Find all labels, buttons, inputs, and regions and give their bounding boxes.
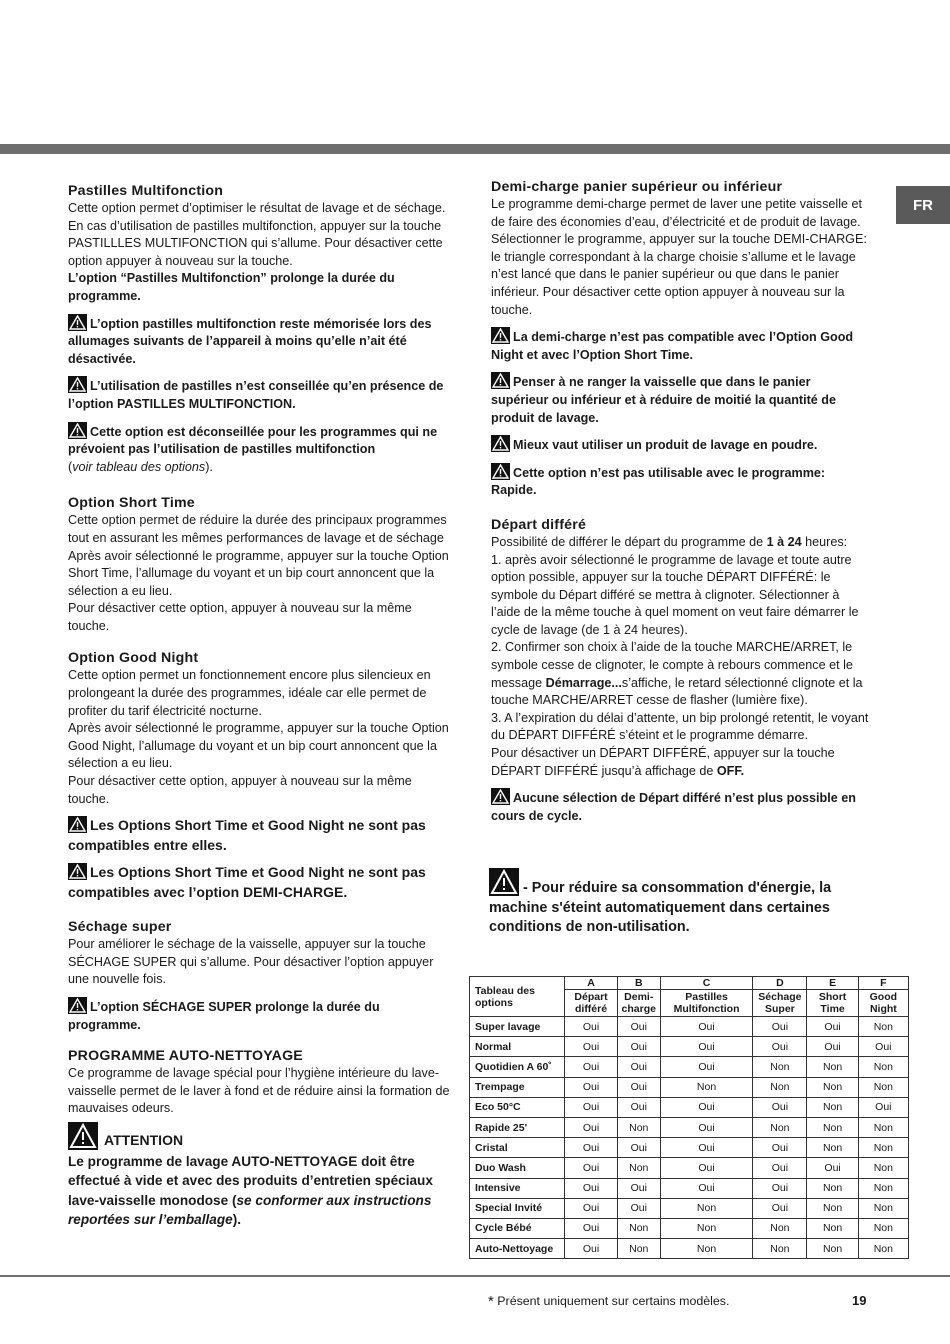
column-letter: D <box>753 977 807 990</box>
row-label: Cristal <box>470 1138 565 1158</box>
table-cell: Oui <box>753 1037 807 1057</box>
warning-note: L’option pastilles multifonction reste mémorisée lors des allumages suivants de l’appareil à moins qu’elle n’ait été désactivée. <box>68 314 452 369</box>
warning-note: La demi-charge n’est pas compatible avec l’Option Good Night et avec l’Option Short Time. <box>491 327 871 364</box>
row-label: Duo Wash <box>470 1158 565 1178</box>
table-cell: Oui <box>660 1117 752 1137</box>
table-cell: Non <box>617 1239 660 1259</box>
table-cell: Oui <box>753 1178 807 1198</box>
table-cell: Oui <box>807 1017 858 1037</box>
row-label: Eco 50°C <box>470 1097 565 1117</box>
table-row <box>470 1097 909 1117</box>
table-cell: Oui <box>617 1017 660 1037</box>
table-row <box>470 1178 909 1198</box>
row-label: Super lavage <box>470 1017 565 1037</box>
table-cell: Oui <box>565 1057 617 1077</box>
row-label: Special Invité <box>470 1198 565 1218</box>
table-cell: Non <box>858 1158 908 1178</box>
column-header: Séchage Super <box>753 990 807 1017</box>
row-label: Intensive <box>470 1178 565 1198</box>
column-header: Good Night <box>858 990 908 1017</box>
row-label: Rapide 25' <box>470 1117 565 1137</box>
warning-note: Mieux vaut utiliser un produit de lavage en poudre. <box>491 435 871 455</box>
column-header: Demi-charge <box>617 990 660 1017</box>
warning-icon <box>489 868 519 896</box>
section-title: Option Short Time <box>68 495 195 512</box>
right-column <box>491 178 871 838</box>
table-cell: Oui <box>617 1138 660 1158</box>
warning-note: Les Options Short Time et Good Night ne sont pas compatibles entre elles. <box>68 817 426 853</box>
warning-icon <box>68 816 87 833</box>
section-demi-charge <box>491 178 871 500</box>
table-row <box>470 1077 909 1097</box>
warning-note: Les Options Short Time et Good Night ne sont pas compatibles avec l’option DEMI-CHARGE. <box>68 864 426 900</box>
table-cell: Non <box>617 1117 660 1137</box>
table-cell: Non <box>617 1158 660 1178</box>
column-header: Départ différé <box>565 990 617 1017</box>
footnote: * Présent uniquement sur certains modèles. <box>488 1293 730 1310</box>
row-label: Trempage <box>470 1077 565 1097</box>
warning-icon <box>491 327 510 344</box>
column-letter: A <box>565 977 617 990</box>
warning-note: L’utilisation de pastilles n’est conseillée qu’en présence de l’option PASTILLES MULTIFONCTION. <box>68 376 452 413</box>
row-label: Cycle Bébé <box>470 1218 565 1238</box>
table-cell: Non <box>753 1239 807 1259</box>
table-cell: Non <box>807 1198 858 1218</box>
warning-note: L’option SÉCHAGE SUPER prolonge la durée du programme. <box>68 997 452 1034</box>
table-cell: Non <box>858 1138 908 1158</box>
row-label: Quotidien A 60˚ <box>470 1057 565 1077</box>
paragraph: Pour désactiver cette option, appuyer à nouveau sur la même touche. <box>68 601 412 633</box>
table-cell: Oui <box>660 1017 752 1037</box>
attention-text: Le programme de lavage AUTO-NETTOYAGE doit être effectué à vide et avec des produits d’entretien spéciaux lave-vaisselle monodose (se conformer aux instructions reportées sur l’emballage). <box>68 1153 433 1228</box>
table-cell: Oui <box>753 1158 807 1178</box>
paragraph: 2. Confirmer son choix à l’aide de la touche MARCHE/ARRET, le symbole cesse de clignoter, le compte à rebours commence et le message Démarrage...s’affiche, le retard sélectionné clignote et la touche MARCHE/ARRET cesse de flasher (lumière fixe). <box>491 640 863 708</box>
warning-note: Aucune sélection de Départ différé n’est plus possible en cours de cycle. <box>491 788 871 825</box>
table-cell: Oui <box>565 1218 617 1238</box>
warning-icon <box>491 463 510 480</box>
table-cell: Non <box>753 1218 807 1238</box>
attention-heading: ATTENTION <box>68 1122 452 1150</box>
section-good-night <box>68 649 452 902</box>
table-header-row <box>470 977 909 990</box>
table-cell: Non <box>753 1057 807 1077</box>
paragraph: Après avoir sélectionné le programme, appuyer sur la touche Option Good Night, l’allumage du voyant et un bip court annoncent que la sélection a eu lieu. <box>68 721 449 771</box>
table-cell: Non <box>858 1077 908 1097</box>
warning-icon <box>68 863 87 880</box>
table-cell: Non <box>660 1198 752 1218</box>
table-cell: Oui <box>565 1198 617 1218</box>
warning-note: Penser à ne ranger la vaisselle que dans le panier supérieur ou inférieur et à réduire de moitié la quantité de produit de lavage. <box>491 372 871 427</box>
table-cell: Oui <box>660 1138 752 1158</box>
table-row <box>470 1239 909 1259</box>
section-title: Départ différé <box>491 516 587 533</box>
paragraph: Après avoir sélectionné le programme, appuyer sur la touche Option Short Time, l’allumage du voyant et un bip court annoncent que la sélection a eu lieu. <box>68 548 449 598</box>
page-number: 19 <box>852 1293 867 1308</box>
section-title: PROGRAMME AUTO-NETTOYAGE <box>68 1048 303 1065</box>
section-sechage <box>68 918 452 1034</box>
table-cell: Non <box>807 1117 858 1137</box>
section-title: Séchage super <box>68 919 172 936</box>
paragraph: (voir tableau des options). <box>68 459 213 474</box>
table-cell: Oui <box>807 1037 858 1057</box>
table-row <box>470 1117 909 1137</box>
table-cell: Oui <box>753 1017 807 1037</box>
bottom-rule <box>0 1275 950 1277</box>
paragraph: Cette option permet un fonctionnement encore plus silencieux en prolongeant la durée des programmes, idéale car elle permet de profiter du tarif électricité nocturne. <box>68 668 431 718</box>
table-cell: Oui <box>565 1138 617 1158</box>
paragraph: 3. A l’expiration du délai d’attente, un bip prolongé retentit, le voyant du DÉPART DIFFÉRÉ s’éteint et le programme démarre. <box>491 710 869 743</box>
table-cell: Non <box>858 1057 908 1077</box>
table-cell: Non <box>858 1218 908 1238</box>
table-cell: Oui <box>565 1097 617 1117</box>
table-cell: Oui <box>753 1097 807 1117</box>
table-cell: Non <box>807 1138 858 1158</box>
row-label: Normal <box>470 1037 565 1057</box>
section-title: Option Good Night <box>68 650 199 667</box>
table-cell: Oui <box>617 1037 660 1057</box>
row-label: Auto-Nettoyage <box>470 1239 565 1259</box>
table-cell: Oui <box>565 1239 617 1259</box>
table-cell: Non <box>807 1077 858 1097</box>
table-row <box>470 1138 909 1158</box>
warning-icon <box>68 314 87 331</box>
table-cell: Non <box>807 1178 858 1198</box>
paragraph: Pour désactiver un DÉPART DIFFÉRÉ, appuyer sur la touche DÉPART DIFFÉRÉ jusqu’à affichage de OFF. <box>491 746 835 778</box>
table-cell: Non <box>858 1117 908 1137</box>
left-column <box>68 182 452 1243</box>
warning-icon <box>68 997 87 1014</box>
column-header: Pastilles Multifonction <box>660 990 752 1017</box>
table-cell: Non <box>617 1218 660 1238</box>
table-cell: Oui <box>617 1198 660 1218</box>
paragraph-bold: L’option “Pastilles Multifonction” prolonge la durée du programme. <box>68 271 395 303</box>
section-auto-nettoyage <box>68 1047 452 1230</box>
table-cell: Non <box>660 1077 752 1097</box>
table-cell: Non <box>858 1239 908 1259</box>
paragraph: Cette option permet d’optimiser le résultat de lavage et de séchage. <box>68 201 446 215</box>
paragraph: Pour améliorer le séchage de la vaisselle, appuyer sur la touche SÉCHAGE SUPER qui s’allume. Pour désactiver l’option appuyer une nouvelle fois. <box>68 937 434 987</box>
table-row <box>470 1198 909 1218</box>
warning-icon <box>68 422 87 439</box>
column-letter: F <box>858 977 908 990</box>
language-tab: FR <box>896 186 950 224</box>
warning-icon <box>68 376 87 393</box>
table-cell: Oui <box>617 1077 660 1097</box>
column-letter: B <box>617 977 660 990</box>
table-cell: Non <box>858 1198 908 1218</box>
table-cell: Non <box>807 1239 858 1259</box>
table-row <box>470 1037 909 1057</box>
table-cell: Oui <box>660 1097 752 1117</box>
table-cell: Oui <box>753 1138 807 1158</box>
section-depart-differe <box>491 516 871 826</box>
paragraph: Ce programme de lavage spécial pour l’hygiène intérieure du lave-vaisselle permet de le laver à fond et de réduire ainsi la formation de mauvaises odeurs. <box>68 1066 450 1116</box>
table-cell: Non <box>753 1117 807 1137</box>
table-cell: Non <box>858 1178 908 1198</box>
table-cell: Oui <box>617 1097 660 1117</box>
table-row <box>470 1158 909 1178</box>
energy-note: - Pour réduire sa consommation d'énergie, la machine s'éteint automatiquement dans certaines conditions de non-utilisation. <box>489 868 865 938</box>
table-cell: Oui <box>753 1198 807 1218</box>
section-title: Demi-charge panier supérieur ou inférieur <box>491 179 783 195</box>
table-cell: Oui <box>565 1037 617 1057</box>
warning-icon <box>491 435 510 452</box>
table-cell: Non <box>807 1057 858 1077</box>
section-short-time <box>68 494 452 635</box>
table-cell: Non <box>660 1218 752 1238</box>
section-pastilles <box>68 182 452 476</box>
column-letter: E <box>807 977 858 990</box>
section-title: Pastilles Multifonction <box>68 183 224 199</box>
warning-note: Cette option n’est pas utilisable avec le programme: Rapide. <box>491 463 871 500</box>
table-cell: Oui <box>660 1057 752 1077</box>
table-cell: Oui <box>858 1097 908 1117</box>
table-cell: Oui <box>660 1178 752 1198</box>
table-cell: Non <box>807 1097 858 1117</box>
table-cell: Oui <box>565 1017 617 1037</box>
table-cell: Oui <box>660 1158 752 1178</box>
paragraph: Le programme demi-charge permet de laver une petite vaisselle et de faire des économies d’eau, d’électricité et de produit de lavage. Sélectionner le programme, appuyer sur la touche DEMI-CHARGE: le triangle correspondant à la charge choisie s’allume et le lavage n’est lancé que dans le panier supérieur ou que dans le panier inférieur. Pour désactiver cette option appuyer à nouveau sur la touche. <box>491 197 867 317</box>
table-row <box>470 1017 909 1037</box>
table-row <box>470 1218 909 1238</box>
paragraph: Possibilité de différer le départ du programme de 1 à 24 heures: <box>491 534 848 549</box>
table-cell: Oui <box>565 1077 617 1097</box>
table-cell: Oui <box>565 1117 617 1137</box>
options-table <box>469 976 909 1259</box>
warning-icon <box>491 372 510 389</box>
table-cell: Oui <box>617 1057 660 1077</box>
paragraph: En cas d’utilisation de pastilles multifonction, appuyer sur la touche PASTILLLES MULTIFONCTION qui s’allume. Pour désactiver cette option appuyer à nouveau sur la touche. <box>68 218 443 268</box>
table-cell: Oui <box>565 1178 617 1198</box>
table-cell: Oui <box>565 1158 617 1178</box>
table-header-label: Tableau des options <box>470 977 565 1017</box>
table-cell: Oui <box>807 1158 858 1178</box>
attention-block <box>68 1122 452 1230</box>
table-cell: Non <box>753 1077 807 1097</box>
table-cell: Oui <box>858 1037 908 1057</box>
table-cell: Oui <box>617 1178 660 1198</box>
table-cell: Non <box>807 1218 858 1238</box>
top-rule <box>0 144 950 154</box>
table-cell: Oui <box>660 1037 752 1057</box>
paragraph: 1. après avoir sélectionné le programme de lavage et toute autre option possible, appuyer sur la touche DÉPART DIFFÉRÉ: le symbole du Départ différé se mettra à clignoter. Sélectionner à l’aide de la même touche à quel moment on veut faire démarrer le cycle de lavage (de 1 à 24 heures). <box>491 552 859 637</box>
warning-icon <box>68 1122 98 1150</box>
warning-icon <box>491 788 510 805</box>
paragraph: Cette option permet de réduire la durée des principaux programmes tout en assurant les mêmes performances de lavage et de séchage <box>68 513 447 545</box>
paragraph: Pour désactiver cette option, appuyer à nouveau sur la même touche. <box>68 774 412 806</box>
warning-note: Cette option est déconseillée pour les programmes qui ne prévoient pas l’utilisation de pastilles multifonction <box>68 422 452 459</box>
column-header: Short Time <box>807 990 858 1017</box>
table-cell: Non <box>660 1239 752 1259</box>
table-cell: Non <box>858 1017 908 1037</box>
table-row <box>470 1057 909 1077</box>
column-letter: C <box>660 977 752 990</box>
